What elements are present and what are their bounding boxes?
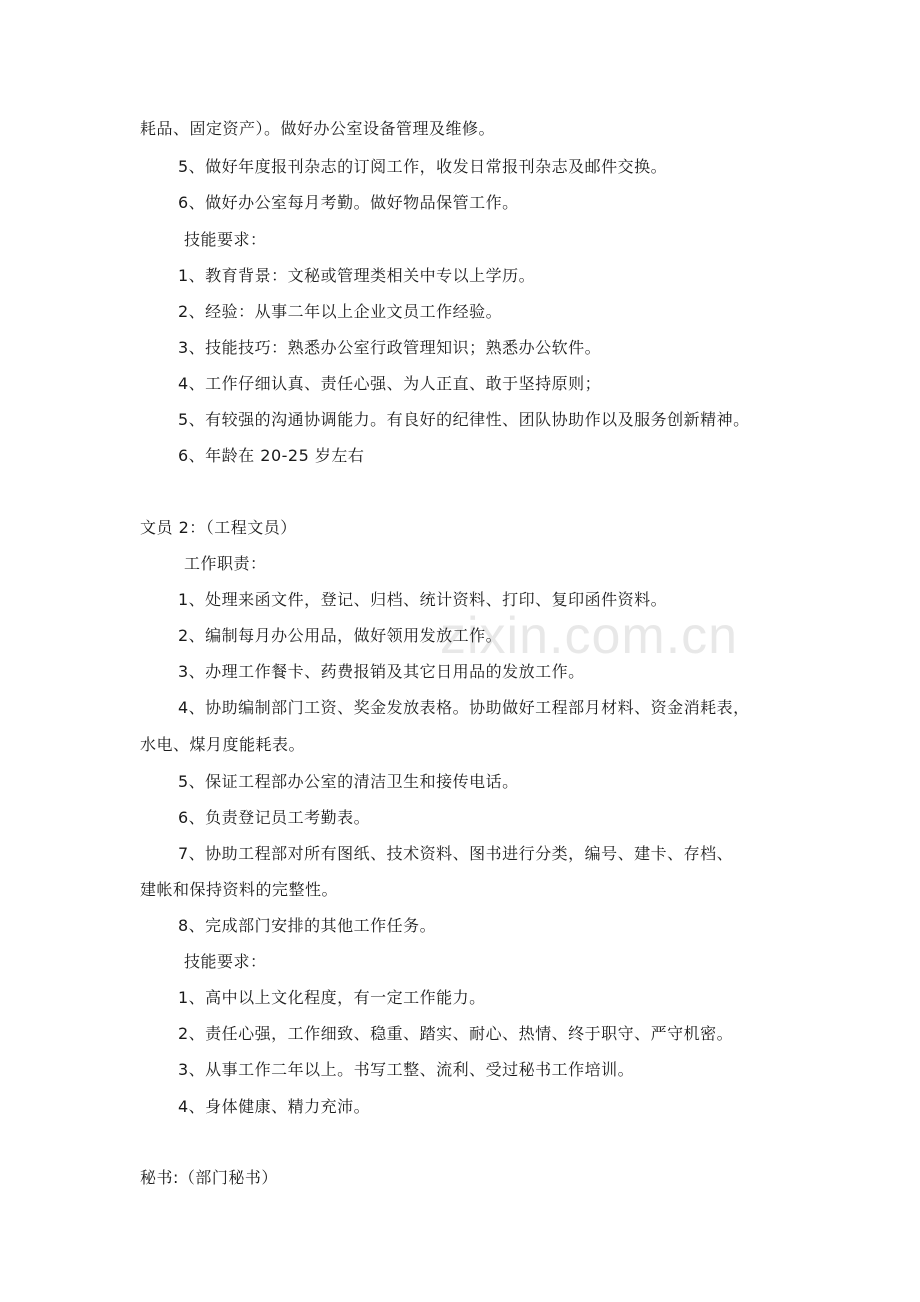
skill-item: 1、教育背景：文秘或管理类相关中专以上学历。 <box>178 266 536 285</box>
duty-item: 7、协助工程部对所有图纸、技术资料、图书进行分类，编号、建卡、存档、 <box>178 844 734 863</box>
duty-item: 4、协助编制部门工资、奖金发放表格。协助做好工程部月材料、资金消耗表， <box>178 698 750 717</box>
duty-item: 2、编制每月办公用品，做好领用发放工作。 <box>178 626 503 645</box>
section-title: 文员 2：（工程文员） <box>140 518 297 537</box>
skill-item: 5、有较强的沟通协调能力。有良好的纪律性、团队协助作以及服务创新精神。 <box>178 410 750 429</box>
duty-item: 5、保证工程部办公室的清洁卫生和接传电话。 <box>178 772 519 791</box>
skill-item: 1、高中以上文化程度，有一定工作能力。 <box>178 988 486 1007</box>
paragraph-continued: 耗品、固定资产）。做好办公室设备管理及维修。 <box>140 119 496 138</box>
duty-item: 6、做好办公室每月考勤。做好物品保管工作。 <box>178 193 519 212</box>
watermark: zixin.com.cn <box>440 607 739 665</box>
skill-item: 2、经验：从事二年以上企业文员工作经验。 <box>178 302 503 321</box>
skill-item: 3、从事工作二年以上。书写工整、流利、受过秘书工作培训。 <box>178 1060 635 1079</box>
duty-item: 8、完成部门安排的其他工作任务。 <box>178 916 437 935</box>
skills-heading: 技能要求： <box>184 230 267 249</box>
duty-item-continued: 建帐和保持资料的完整性。 <box>140 880 339 899</box>
duty-item-continued: 水电、煤月度能耗表。 <box>140 735 306 754</box>
duty-item: 3、办理工作餐卡、药费报销及其它日用品的发放工作。 <box>178 662 585 681</box>
skill-item: 3、技能技巧：熟悉办公室行政管理知识；熟悉办公软件。 <box>178 338 602 357</box>
skills-heading: 技能要求： <box>184 952 267 971</box>
skill-item: 4、身体健康、精力充沛。 <box>178 1097 371 1116</box>
skill-item: 2、责任心强，工作细致、稳重、踏实、耐心、热情、终于职守、严守机密。 <box>178 1024 734 1043</box>
skill-item: 6、年龄在 20-25 岁左右 <box>178 446 365 465</box>
duty-item: 5、做好年度报刊杂志的订阅工作，收发日常报刊杂志及邮件交换。 <box>178 157 668 176</box>
duty-item: 6、负责登记员工考勤表。 <box>178 808 371 827</box>
duties-heading: 工作职责： <box>184 554 267 573</box>
skill-item: 4、工作仔细认真、责任心强、为人正直、敢于坚持原则； <box>178 374 602 393</box>
duty-item: 1、处理来函文件，登记、归档、统计资料、打印、复印函件资料。 <box>178 590 668 609</box>
section-title: 秘书:（部门秘书） <box>140 1168 278 1187</box>
